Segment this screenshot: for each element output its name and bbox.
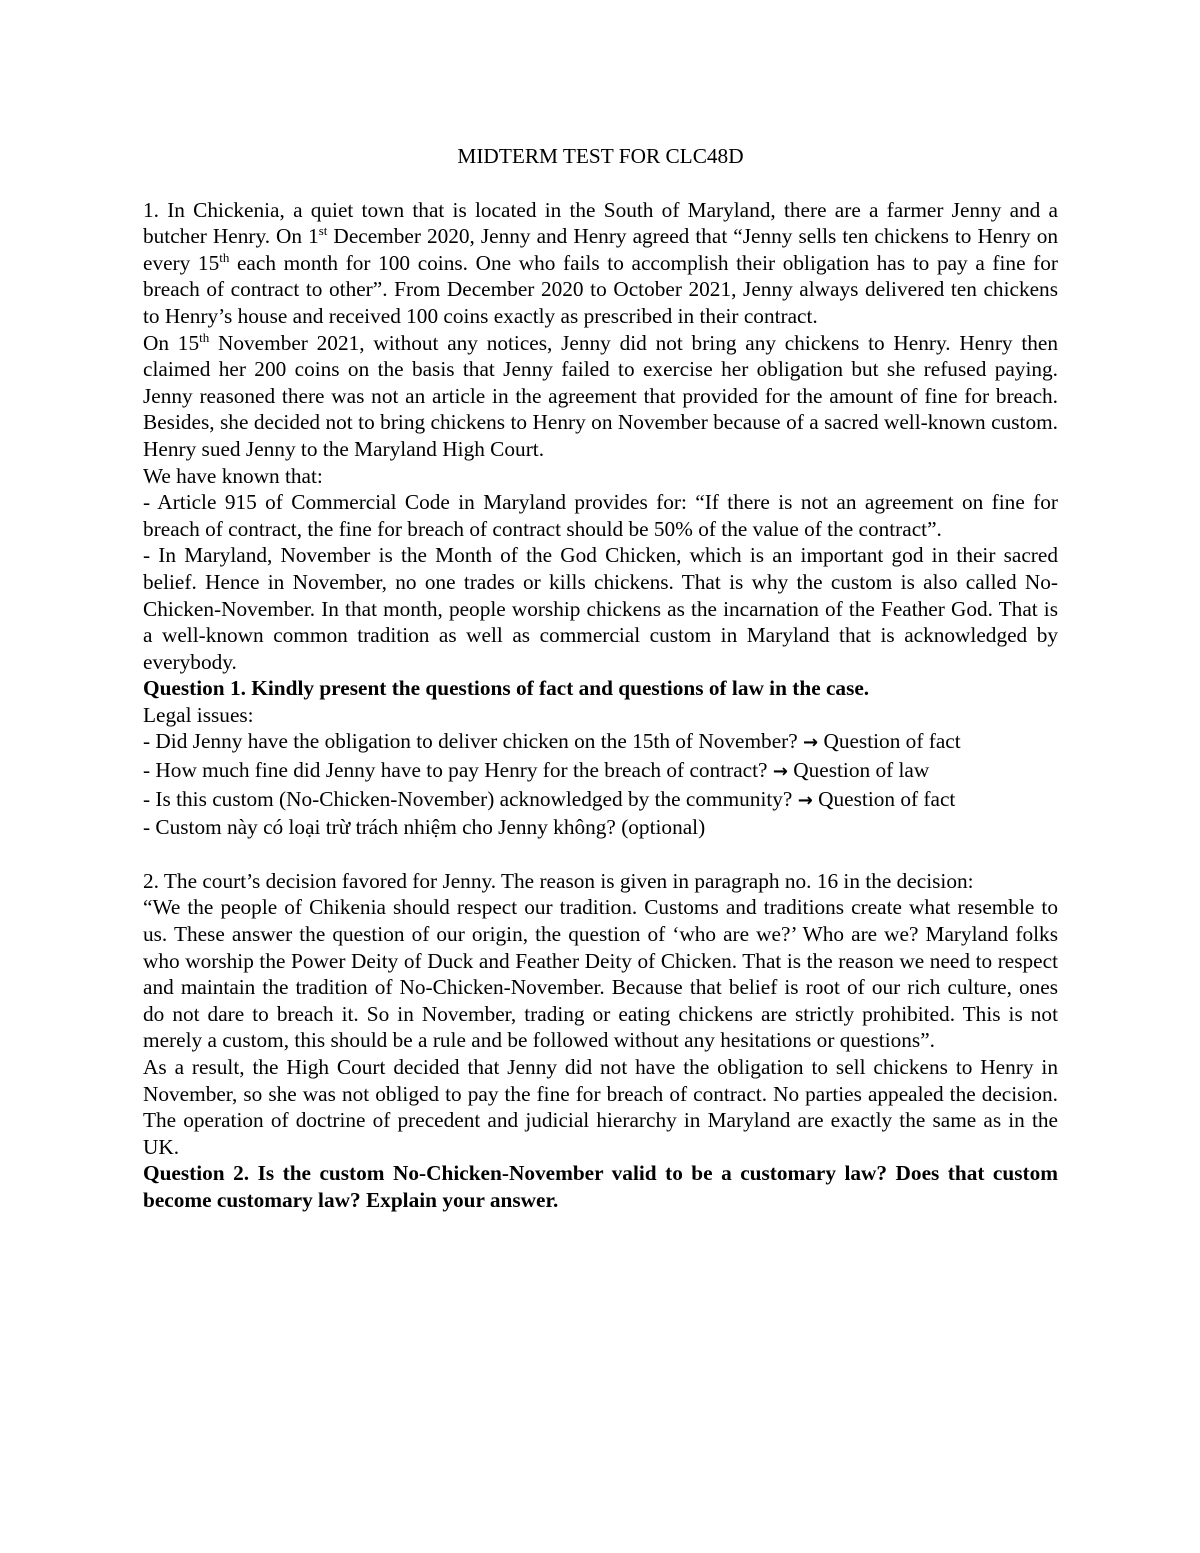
question-2: Question 2. Is the custom No-Chicken-November valid to be a customary law? Does that custom become customary law? Explain your answer. [143,1161,1058,1212]
text-run: 1. In Chickenia, a quiet town that is located in the South of Maryland, there are a farmer Jenny and a butcher Henry. On 1 [143,197,1058,249]
legal-issue [143,757,1058,786]
spacer [143,841,1058,868]
fact-article-915: - Article 915 of Commercial Code in Maryland provides for: “If there is not an agreement on fine for breach of contract, the fine for breach of contract should be 50% of the value of the contract”. [143,490,1058,541]
superscript: st [318,223,328,239]
legal-issue [143,786,1058,815]
decision-intro: 2. The court’s decision favored for Jenny. The reason is given in paragraph no. 16 in the decision: [143,868,974,893]
question-1: Question 1. Kindly present the questions of fact and questions of law in the case. [143,676,870,701]
issue-text: - Is this custom (No-Chicken-November) acknowledged by the community? [143,786,798,811]
arrow-right-icon: → [772,761,788,783]
arrow-right-icon: → [803,732,819,754]
case-paragraph-2 [143,330,1058,463]
superscript: th [219,249,230,265]
case-paragraph-1 [143,197,1058,330]
document-title: MIDTERM TEST FOR CLC48D [457,144,744,168]
legal-issues-label: Legal issues: [143,702,254,727]
arrow-right-icon: → [797,789,813,811]
text-run: November 2021, without any notices, Jenny did not bring any chickens to Henry. Henry then claimed her 200 coins on the basis that Jenny failed to exercise her obligation but she refused paying. Jenny reasoned there was not an article in the agreement that provided for the amount of fine for breach. Besides, she decided not to bring chickens to Henry on November because of a sacred well-known custom. Henry sued Jenny to the Maryland High Court. [143,330,1058,461]
issue-classification: Question of law [787,758,930,783]
document-page [143,143,1058,1214]
legal-issue [143,728,1058,757]
fact-custom: - In Maryland, November is the Month of the God Chicken, which is an important god in their sacred belief. Hence in November, no one trades or kills chickens. That is why the custom is also called No-Chicken-November. In that month, people worship chickens as the incarnation of the Feather God. That is a well-known common tradition as well as commercial custom in Maryland that is acknowledged by everybody. [143,543,1058,674]
issue-classification: Question of fact [812,786,956,811]
text-run: each month for 100 coins. One who fails to accomplish their obligation has to pay a fine for breach of contract to other”. From December 2020 to October 2021, Jenny always delivered ten chickens to Henry’s house and received 100 coins exactly as prescribed in their contract. [143,250,1058,328]
issue-text: - How much fine did Jenny have to pay Henry for the breach of contract? [143,758,773,783]
issue-text: - Did Jenny have the obligation to deliver chicken on the 15th of November? [143,729,804,754]
decision-result: As a result, the High Court decided that Jenny did not have the obligation to sell chickens to Henry in November, so she was not obliged to pay the fine for breach of contract. No parties appealed the decision. The operation of doctrine of precedent and judicial hierarchy in Maryland are exactly the same as in the UK. [143,1055,1058,1159]
legal-issue-optional: - Custom này có loại trừ trách nhiệm cho Jenny không? (optional) [143,815,706,840]
text-run: On 15 [143,330,200,355]
text-run: December 2020, Jenny and Henry agreed that “Jenny sells ten chickens to Henry on every 15 [143,224,1058,275]
decision-quote: “We the people of Chikenia should respect our tradition. Customs and traditions create what resemble to us. These answer the question of our origin, the question of ‘who are we?’ Who are we? Maryland folks who worship the Power Deity of Duck and Feather Deity of Chicken. That is the reason we need to respect and maintain the tradition of No-Chicken-November. Because that belief is root of our rich culture, ones do not dare to breach it. So in November, trading or eating chickens are strictly prohibited. This is not merely a custom, this should be a rule and be followed without any hesitations or questions”. [143,895,1058,1053]
superscript: th [199,329,210,345]
issue-classification: Question of fact [818,729,961,754]
known-label: We have known that: [143,463,323,488]
